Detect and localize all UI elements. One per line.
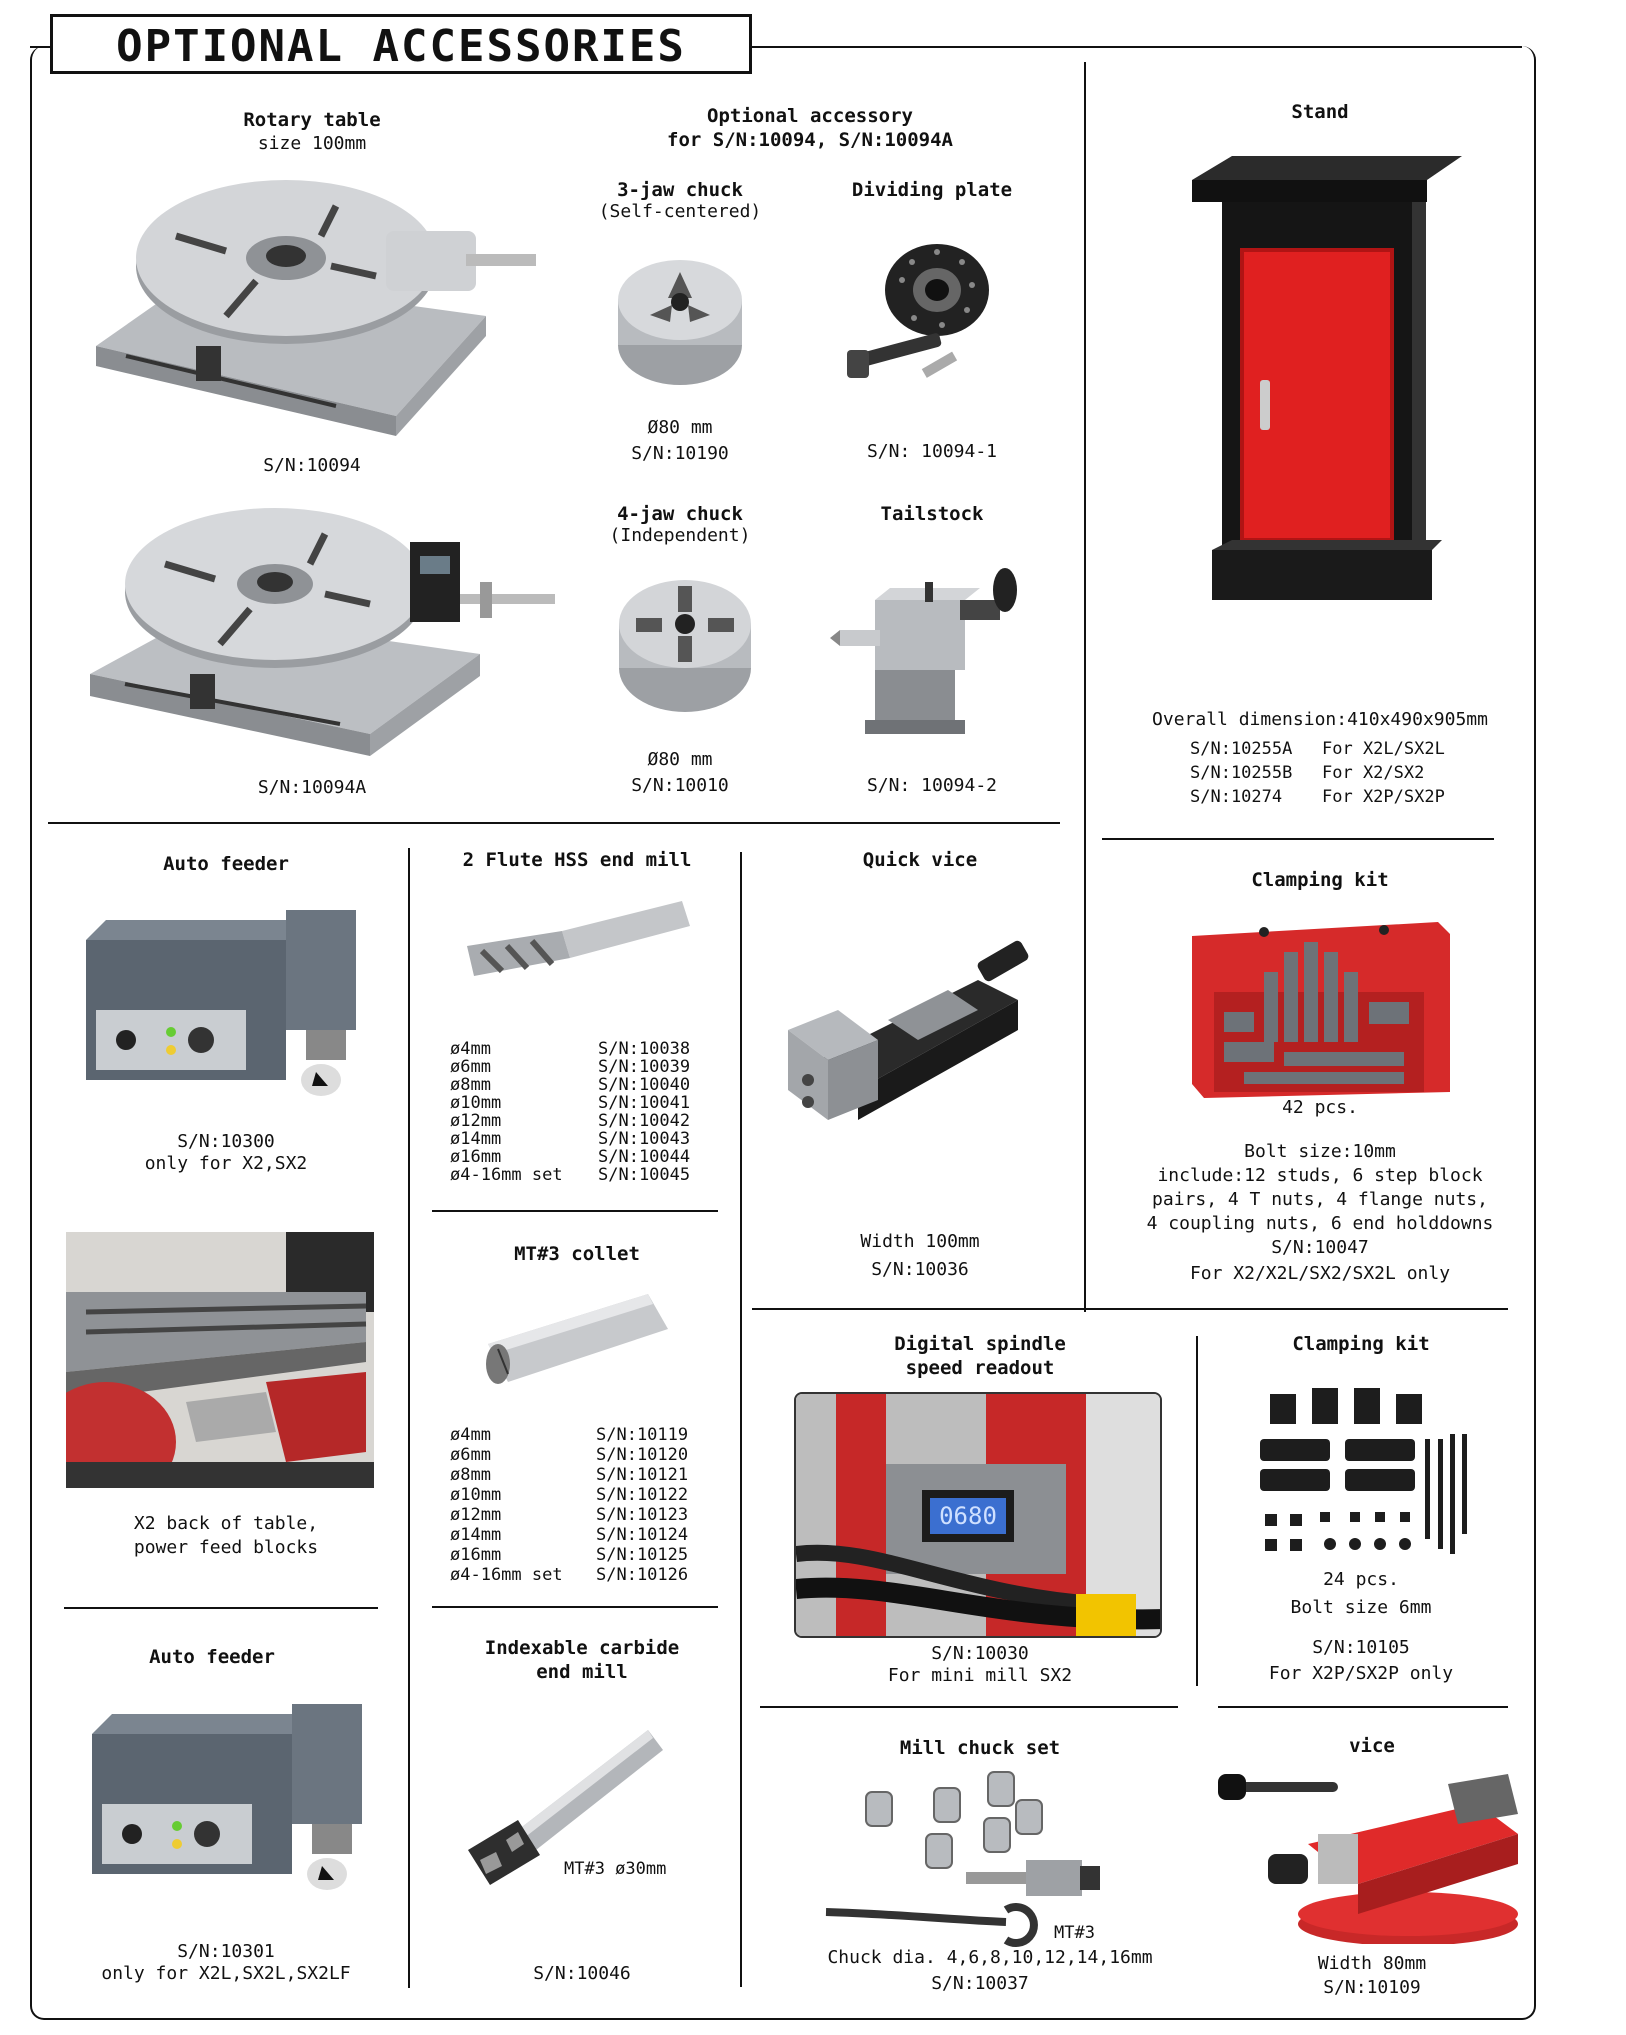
divider-v-stand bbox=[1084, 62, 1086, 1312]
clamp24-image bbox=[1250, 1384, 1480, 1564]
autofeed2-image bbox=[82, 1694, 382, 1894]
autofeed2-note: only for X2L,SX2L,SX2LF bbox=[101, 1963, 351, 1984]
endmill-size: ø14mm bbox=[450, 1129, 502, 1149]
clamp42-bolt: Bolt size:10mm bbox=[1244, 1141, 1396, 1162]
divider-v-mid bbox=[740, 852, 742, 1987]
divider-h-right bbox=[752, 1308, 1508, 1310]
dividing-title: Dividing plate bbox=[851, 179, 1013, 201]
collet-sn: S/N:10121 bbox=[596, 1465, 689, 1485]
stand-title: Stand bbox=[1291, 101, 1349, 123]
divider-h-top bbox=[48, 822, 1060, 824]
stand-dimension: Overall dimension:410x490x905mm bbox=[1152, 709, 1488, 730]
endmill-size: ø10mm bbox=[450, 1093, 502, 1113]
chuck3-image bbox=[610, 250, 750, 390]
endmill-sn: S/N:10039 bbox=[598, 1057, 691, 1077]
clamp42-fit: For X2/X2L/SX2/SX2L only bbox=[1189, 1263, 1451, 1284]
tailstock-sn: S/N: 10094-2 bbox=[866, 775, 998, 796]
dro-title-2: speed readout bbox=[905, 1357, 1055, 1379]
autofeed2-sn: S/N:10301 bbox=[177, 1941, 275, 1962]
vice-title: vice bbox=[1349, 1735, 1395, 1757]
autofeed2-title: Auto feeder bbox=[149, 1646, 275, 1668]
quickvice-image bbox=[778, 930, 1048, 1160]
endmill-size: ø6mm bbox=[450, 1057, 491, 1077]
collet-size: ø6mm bbox=[450, 1445, 491, 1465]
divider-v-left bbox=[408, 848, 410, 1988]
endmill-sn: S/N:10041 bbox=[598, 1093, 691, 1113]
rotary-sn-1: S/N:10094 bbox=[263, 455, 361, 476]
millchuck-dia: Chuck dia. 4,6,8,10,12,14,16mm bbox=[827, 1947, 1153, 1968]
collet-image bbox=[478, 1284, 678, 1394]
chuck3-sn: S/N:10190 bbox=[631, 443, 729, 464]
collet-size: ø12mm bbox=[450, 1505, 502, 1525]
divider-h-millchuck bbox=[760, 1706, 1178, 1708]
collet-size: ø8mm bbox=[450, 1465, 491, 1485]
clamp42-include-3: 4 coupling nuts, 6 end holddowns bbox=[1146, 1213, 1494, 1234]
collet-size: ø16mm bbox=[450, 1545, 502, 1565]
chuck4-image bbox=[610, 568, 760, 718]
tailstock-image bbox=[830, 560, 1030, 740]
clamp24-fit: For X2P/SX2P only bbox=[1268, 1663, 1454, 1684]
quickvice-sn: S/N:10036 bbox=[871, 1259, 969, 1280]
collet-sn: S/N:10119 bbox=[596, 1425, 689, 1445]
chuck4-dia: Ø80 mm bbox=[647, 749, 713, 770]
millchuck-title: Mill chuck set bbox=[899, 1737, 1061, 1759]
carbide-title-1: Indexable carbide bbox=[484, 1637, 680, 1659]
endmill-sn: S/N:10044 bbox=[598, 1147, 691, 1167]
endmill-size: ø12mm bbox=[450, 1111, 502, 1131]
endmill-sn: S/N:10038 bbox=[598, 1039, 691, 1059]
clamp42-title: Clamping kit bbox=[1251, 869, 1389, 891]
endmill-sn: S/N:10045 bbox=[598, 1165, 691, 1185]
stand-sn-1: S/N:10255A bbox=[1190, 739, 1293, 759]
x2back-line-2: power feed blocks bbox=[133, 1537, 319, 1558]
clamp24-bolt: Bolt size 6mm bbox=[1290, 1597, 1432, 1618]
carbide-label: MT#3 ø30mm bbox=[564, 1859, 667, 1879]
autofeed1-sn: S/N:10300 bbox=[177, 1131, 275, 1152]
endmill-sn: S/N:10040 bbox=[598, 1075, 691, 1095]
rotary-size: size 100mm bbox=[257, 133, 367, 154]
dro-photo bbox=[794, 1392, 1162, 1638]
endmill-sn: S/N:10042 bbox=[598, 1111, 691, 1131]
endmill-title: 2 Flute HSS end mill bbox=[462, 849, 692, 871]
autofeed1-image bbox=[76, 900, 376, 1100]
clamp42-include-1: include:12 studs, 6 step block bbox=[1157, 1165, 1483, 1186]
endmill-size: ø4-16mm set bbox=[450, 1165, 563, 1185]
dro-sn: S/N:10030 bbox=[931, 1643, 1029, 1664]
chuck3-dia: Ø80 mm bbox=[647, 417, 713, 438]
optional-line-2: for S/N:10094, S/N:10094A bbox=[667, 129, 953, 151]
endmill-size: ø16mm bbox=[450, 1147, 502, 1167]
clamp42-sn: S/N:10047 bbox=[1271, 1237, 1369, 1258]
collet-size: ø4-16mm set bbox=[450, 1565, 563, 1585]
collet-size: ø4mm bbox=[450, 1425, 491, 1445]
divider-v-dro bbox=[1196, 1336, 1198, 1686]
stand-sn-2: S/N:10255B bbox=[1190, 763, 1293, 783]
chuck3-title: 3-jaw chuck bbox=[617, 179, 743, 201]
clamp24-pcs: 24 pcs. bbox=[1323, 1569, 1399, 1590]
rotary-sn-2: S/N:10094A bbox=[257, 777, 367, 798]
divider-h-vice bbox=[1218, 1706, 1508, 1708]
stand-fit-3: For X2P/SX2P bbox=[1322, 787, 1445, 807]
stand-image bbox=[1172, 150, 1462, 660]
collet-sn: S/N:10125 bbox=[596, 1545, 689, 1565]
autofeed1-title: Auto feeder bbox=[163, 853, 289, 875]
rotary-table-digital-image bbox=[90, 494, 560, 770]
carbide-sn: S/N:10046 bbox=[533, 1963, 631, 1984]
chuck4-sub: (Independent) bbox=[609, 525, 751, 546]
millchuck-sn: S/N:10037 bbox=[931, 1973, 1029, 1994]
vice-image bbox=[1218, 1764, 1528, 1944]
page-title: OPTIONAL ACCESSORIES bbox=[116, 21, 686, 72]
quickvice-width: Width 100mm bbox=[860, 1231, 980, 1252]
collet-sn: S/N:10122 bbox=[596, 1485, 689, 1505]
quickvice-title: Quick vice bbox=[862, 849, 978, 871]
clamp42-pcs: 42 pcs. bbox=[1282, 1097, 1358, 1118]
divider-h-left bbox=[64, 1607, 378, 1609]
endmill-image bbox=[462, 896, 692, 996]
vice-sn: S/N:10109 bbox=[1323, 1977, 1421, 1998]
divider-h-collet bbox=[432, 1210, 718, 1212]
chuck4-title: 4-jaw chuck bbox=[617, 503, 743, 525]
millchuck-mt: MT#3 bbox=[1054, 1923, 1095, 1943]
x2back-line-1: X2 back of table, bbox=[133, 1513, 319, 1534]
divider-h-carbide bbox=[432, 1606, 718, 1608]
x2-back-photo bbox=[66, 1232, 374, 1488]
collet-size: ø10mm bbox=[450, 1485, 502, 1505]
rotary-table-image bbox=[86, 166, 546, 446]
clamp24-sn: S/N:10105 bbox=[1312, 1637, 1410, 1658]
clamp42-include-2: pairs, 4 T nuts, 4 flange nuts, bbox=[1152, 1189, 1488, 1210]
collet-sn: S/N:10120 bbox=[596, 1445, 689, 1465]
dro-display-value: 0680 bbox=[939, 1502, 997, 1530]
optional-line-1: Optional accessory bbox=[707, 105, 913, 127]
collet-size: ø14mm bbox=[450, 1525, 502, 1545]
chuck4-sn: S/N:10010 bbox=[631, 775, 729, 796]
frame-top-right bbox=[752, 46, 1522, 48]
autofeed1-note: only for X2,SX2 bbox=[144, 1153, 308, 1174]
tailstock-title: Tailstock bbox=[880, 503, 984, 525]
stand-sn-3: S/N:10274 bbox=[1190, 787, 1283, 807]
dro-fit: For mini mill SX2 bbox=[887, 1665, 1073, 1686]
dividing-sn: S/N: 10094-1 bbox=[866, 441, 998, 462]
chuck3-sub: (Self-centered) bbox=[598, 201, 762, 222]
rotary-title: Rotary table bbox=[243, 109, 381, 131]
endmill-size: ø4mm bbox=[450, 1039, 491, 1059]
collet-sn: S/N:10126 bbox=[596, 1565, 689, 1585]
dividing-plate-image bbox=[842, 240, 992, 400]
collet-sn: S/N:10123 bbox=[596, 1505, 689, 1525]
carbide-title-2: end mill bbox=[536, 1661, 628, 1683]
collet-sn: S/N:10124 bbox=[596, 1525, 689, 1545]
endmill-sn: S/N:10043 bbox=[598, 1129, 691, 1149]
stand-fit-2: For X2/SX2 bbox=[1322, 763, 1425, 783]
stand-fit-1: For X2L/SX2L bbox=[1322, 739, 1445, 759]
collet-title: MT#3 collet bbox=[514, 1243, 640, 1265]
vice-width: Width 80mm bbox=[1317, 1953, 1427, 1974]
dro-title-1: Digital spindle bbox=[894, 1333, 1066, 1355]
clamp24-title: Clamping kit bbox=[1292, 1333, 1430, 1355]
clamp42-image bbox=[1184, 912, 1454, 1102]
divider-h-stand bbox=[1102, 838, 1494, 840]
endmill-size: ø8mm bbox=[450, 1075, 491, 1095]
frame-top-left bbox=[30, 46, 50, 48]
